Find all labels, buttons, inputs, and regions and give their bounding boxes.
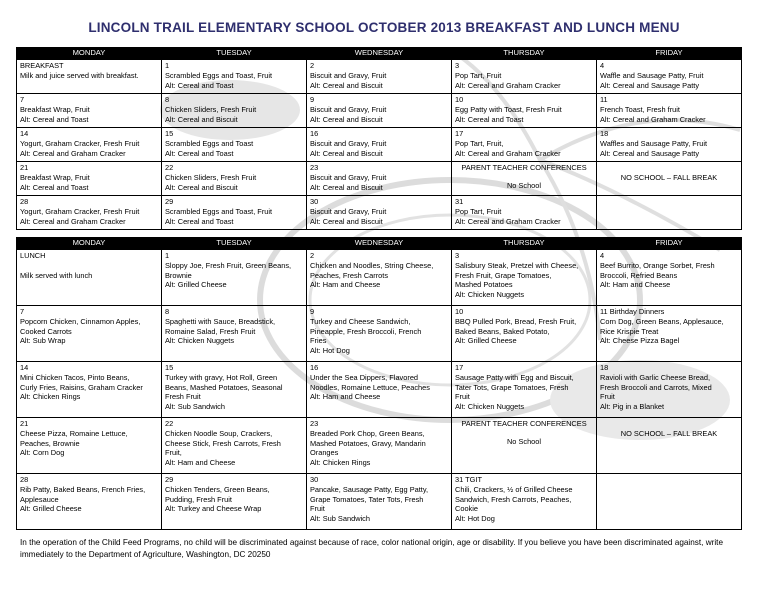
menu-line: Alt: Cereal and Biscuit: [310, 80, 383, 90]
menu-line: 22: [165, 163, 174, 172]
lunch-week-row: [17, 362, 742, 418]
menu-line: Alt: Grilled Cheese: [165, 280, 227, 290]
menu-line: Corn Dog, Green Beans, Applesauce,: [600, 316, 724, 326]
menu-line: Breakfast Wrap, Fruit: [20, 172, 90, 182]
menu-line: Waffle and Sausage Patty, Fruit: [600, 70, 704, 80]
menu-line: Alt: Pig in a Blanket: [600, 402, 665, 412]
menu-line: Pop Tart, Fruit,: [455, 138, 504, 148]
breakfast-week-row: [17, 94, 742, 128]
menu-line: 22: [165, 419, 174, 428]
menu-line: Alt: Ham and Cheese: [165, 458, 236, 468]
menu-line: 14: [20, 363, 29, 372]
lunch-day-cell: [452, 418, 597, 474]
menu-line: 23: [310, 163, 319, 172]
menu-line: Alt: Cereal and Graham Cracker: [20, 148, 126, 158]
menu-line: 21: [20, 163, 29, 172]
menu-line: 23: [310, 419, 319, 428]
menu-line: Spaghetti with Sauce, Breadstick,: [165, 316, 276, 326]
menu-line: Alt: Cereal and Sausage Patty: [600, 80, 700, 90]
page-title: LINCOLN TRAIL ELEMENTARY SCHOOL OCTOBER 2013 BREAKFAST AND LUNCH MENU: [88, 20, 680, 35]
lunch-day-cell: [597, 306, 742, 362]
menu-line: Waffles and Sausage Patty, Fruit: [600, 138, 708, 148]
menu-line: Scrambled Eggs and Toast, Fruit: [165, 206, 273, 216]
menu-line: 3: [455, 61, 460, 70]
lunch-day-cell: [17, 250, 162, 306]
breakfast-header-row: [17, 48, 742, 60]
lunch-day-cell: [597, 250, 742, 306]
menu-line: Mashed Potatoes, Gravy, Mandarin: [310, 438, 426, 448]
menu-line: Alt: Cereal and Toast: [455, 114, 524, 124]
breakfast-day-cell: [17, 162, 162, 196]
lunch-day-cell: [597, 474, 742, 530]
menu-line: Alt: Cereal and Biscuit: [165, 182, 238, 192]
lunch-day-cell: [452, 474, 597, 530]
menu-line: Pancake, Sausage Patty, Egg Patty,: [310, 484, 429, 494]
lunch-day-cell: [307, 362, 452, 418]
menu-line: Tater Tots, Grape Tomatoes, Fresh: [455, 382, 569, 392]
breakfast-day-cell: [162, 162, 307, 196]
menu-line: NO SCHOOL – FALL BREAK: [620, 429, 718, 438]
menu-line: 10: [455, 95, 464, 104]
breakfast-day-cell: [452, 94, 597, 128]
lunch-day-cell: [307, 418, 452, 474]
menu-line: 16: [310, 129, 319, 138]
breakfast-day-cell: [162, 196, 307, 230]
lunch-menu-table: [16, 237, 742, 530]
menu-line: Alt: Cereal and Graham Cracker: [20, 216, 126, 226]
menu-line: Under the Sea Dippers, Flavored: [310, 372, 419, 382]
breakfast-day-cell: [597, 196, 742, 230]
menu-line: Alt: Cereal and Toast: [165, 148, 234, 158]
menu-line: 11 Birthday Dinners: [600, 307, 665, 316]
menu-line: 1: [165, 251, 170, 260]
menu-line: Alt: Cereal and Graham Cracker: [455, 80, 561, 90]
lunch-day-cell: [452, 306, 597, 362]
menu-line: Romaine Salad, Fresh Fruit: [165, 326, 256, 336]
menu-line: Alt: Turkey and Cheese Wrap: [165, 504, 262, 514]
menu-line: 17: [455, 363, 464, 372]
menu-line: 15: [165, 363, 174, 372]
lunch-week-row: [17, 250, 742, 306]
menu-line: Chicken Noodle Soup, Crackers,: [165, 428, 273, 438]
menu-line: Alt: Cereal and Toast: [165, 216, 234, 226]
lunch-day-cell: [162, 418, 307, 474]
menu-line: 9: [310, 95, 315, 104]
menu-line: 2: [310, 251, 315, 260]
menu-line: 18: [600, 129, 609, 138]
menu-line: 1: [165, 61, 170, 70]
menu-line: Egg Patty with Toast, Fresh Fruit: [455, 104, 562, 114]
menu-line: 16: [310, 363, 319, 372]
day-header-tuesday: TUESDAY: [162, 238, 307, 250]
menu-line: Alt: Ham and Cheese: [310, 280, 381, 290]
breakfast-week-row: [17, 128, 742, 162]
menu-line: Pudding, Fresh Fruit: [165, 494, 232, 504]
day-header-wednesday: WEDNESDAY: [307, 238, 452, 250]
menu-line: Cheese Pizza, Romaine Lettuce,: [20, 428, 128, 438]
menu-line: Chicken and Noodles, String Cheese,: [310, 260, 434, 270]
lunch-day-cell: [452, 362, 597, 418]
menu-line: Sloppy Joe, Fresh Fruit, Green Beans,: [165, 260, 292, 270]
breakfast-day-cell: [307, 162, 452, 196]
menu-line: Ravioli with Garlic Cheese Bread,: [600, 372, 711, 382]
menu-line: Cookie: [455, 504, 479, 514]
lunch-day-cell: [452, 250, 597, 306]
menu-line: Alt: Cereal and Toast: [20, 114, 89, 124]
lunch-week-row: [17, 418, 742, 474]
menu-line: Biscuit and Gravy, Fruit: [310, 138, 387, 148]
breakfast-day-cell: [17, 196, 162, 230]
menu-line: PARENT TEACHER CONFERENCES: [461, 419, 587, 428]
menu-line: Noodles, Romaine Lettuce, Peaches: [310, 382, 430, 392]
breakfast-day-cell: [597, 60, 742, 94]
breakfast-day-cell: [597, 94, 742, 128]
menu-line: Alt: Cereal and Biscuit: [310, 114, 383, 124]
lunch-day-cell: [17, 362, 162, 418]
menu-line: Sausage Patty with Egg and Biscuit,: [455, 372, 574, 382]
menu-line: Salisbury Steak, Pretzel with Cheese,: [455, 260, 579, 270]
menu-line: Broccoli, Refried Beans: [600, 270, 678, 280]
menu-line: 21: [20, 419, 29, 428]
menu-line: Alt: Cereal and Toast: [165, 80, 234, 90]
menu-line: Turkey with gravy, Hot Roll, Green: [165, 372, 278, 382]
menu-line: 17: [455, 129, 464, 138]
menu-line: 30: [310, 475, 319, 484]
menu-line: Alt: Grilled Cheese: [455, 336, 517, 346]
menu-line: 10: [455, 307, 464, 316]
menu-line: Brownie: [165, 270, 192, 280]
menu-line: 4: [600, 61, 605, 70]
breakfast-week-row: [17, 196, 742, 230]
menu-line: Turkey and Cheese Sandwich,: [310, 316, 411, 326]
day-header-monday: MONDAY: [17, 238, 162, 250]
breakfast-day-cell: [452, 60, 597, 94]
menu-line: Alt: Hot Dog: [455, 514, 495, 524]
lunch-day-cell: [162, 250, 307, 306]
menu-line: Mini Chicken Tacos, Pinto Beans,: [20, 372, 130, 382]
menu-line: Alt: Cheese Pizza Bagel: [600, 336, 680, 346]
menu-line: Alt: Cereal and Biscuit: [310, 216, 383, 226]
menu-line: 11: [600, 95, 608, 104]
breakfast-day-cell: [597, 128, 742, 162]
breakfast-day-cell: [452, 128, 597, 162]
lunch-day-cell: [597, 418, 742, 474]
menu-line: Beef Burrito, Orange Sorbet, Fresh: [600, 260, 715, 270]
breakfast-day-cell: [162, 60, 307, 94]
menu-line: Alt: Cereal and Sausage Patty: [600, 148, 700, 158]
menu-line: Biscuit and Gravy, Fruit: [310, 104, 387, 114]
menu-line: Biscuit and Gravy, Fruit: [310, 70, 387, 80]
menu-line: Cheese Stick, Fresh Carrots, Fresh: [165, 438, 281, 448]
breakfast-day-cell: [307, 60, 452, 94]
menu-line: Fruit: [600, 392, 615, 402]
menu-line: Breakfast Wrap, Fruit: [20, 104, 90, 114]
menu-line: Alt: Hot Dog: [310, 346, 350, 356]
lunch-day-cell: [307, 250, 452, 306]
menu-line: Curly Fries, Raisins, Graham Cracker: [20, 382, 143, 392]
menu-line: BBQ Pulled Pork, Bread, Fresh Fruit,: [455, 316, 577, 326]
menu-line: 2: [310, 61, 315, 70]
menu-line: Alt: Ham and Cheese: [600, 280, 671, 290]
day-header-friday: FRIDAY: [597, 238, 742, 250]
menu-line: Oranges: [310, 448, 339, 458]
lunch-day-cell: [597, 362, 742, 418]
menu-line: LUNCH: [20, 251, 46, 260]
menu-line: Breaded Pork Chop, Green Beans,: [310, 428, 425, 438]
menu-line: Applesauce: [20, 494, 59, 504]
breakfast-day-cell: [452, 162, 597, 196]
menu-line: Milk served with lunch: [20, 270, 93, 280]
menu-line: Pineapple, Fresh Broccoli, French: [310, 326, 422, 336]
breakfast-day-cell: [452, 196, 597, 230]
menu-line: Yogurt, Graham Cracker, Fresh Fruit: [20, 138, 140, 148]
lunch-day-cell: [162, 362, 307, 418]
menu-line: 31: [455, 197, 464, 206]
menu-line: Beans, Mashed Potatoes, Seasonal: [165, 382, 283, 392]
day-header-tuesday: TUESDAY: [162, 48, 307, 60]
breakfast-day-cell: [17, 128, 162, 162]
menu-line: Alt: Sub Wrap: [20, 336, 66, 346]
menu-line: Alt: Chicken Nuggets: [455, 290, 525, 300]
menu-line: Biscuit and Gravy, Fruit: [310, 172, 387, 182]
lunch-day-cell: [307, 306, 452, 362]
menu-line: 29: [165, 475, 174, 484]
menu-line: 18: [600, 363, 609, 372]
menu-line: Peaches, Fresh Carrots: [310, 270, 389, 280]
menu-line: Popcorn Chicken, Cinnamon Apples,: [20, 316, 141, 326]
menu-line: PARENT TEACHER CONFERENCES: [461, 163, 587, 172]
menu-line: Peaches, Brownie: [20, 438, 80, 448]
breakfast-day-cell: [597, 162, 742, 196]
breakfast-day-cell: [307, 128, 452, 162]
day-header-monday: MONDAY: [17, 48, 162, 60]
menu-line: 29: [165, 197, 174, 206]
lunch-day-cell: [307, 474, 452, 530]
menu-line: Rib Patty, Baked Beans, French Fries,: [20, 484, 146, 494]
day-header-thursday: THURSDAY: [452, 48, 597, 60]
menu-line: Alt: Chicken Rings: [310, 458, 371, 468]
menu-line: Yogurt, Graham Cracker, Fresh Fruit: [20, 206, 140, 216]
menu-line: French Toast, Fresh fruit: [600, 104, 680, 114]
lunch-week-row: [17, 474, 742, 530]
menu-line: Fresh Fruit, Grape Tomatoes,: [455, 270, 552, 280]
lunch-day-cell: [162, 306, 307, 362]
menu-line: 8: [165, 307, 170, 316]
menu-line: Alt: Cereal and Biscuit: [310, 148, 383, 158]
menu-line: Pop Tart, Fruit: [455, 206, 502, 216]
breakfast-day-cell: [162, 128, 307, 162]
menu-line: BREAKFAST: [20, 61, 64, 70]
menu-line: Mashed Potatoes: [455, 280, 513, 290]
day-header-wednesday: WEDNESDAY: [307, 48, 452, 60]
menu-line: Grape Tomatoes, Tater Tots, Fresh: [310, 494, 424, 504]
menu-line: Alt: Chicken Rings: [20, 392, 81, 402]
menu-line: 3: [455, 251, 460, 260]
menu-line: Baked Beans, Baked Potato,: [455, 326, 550, 336]
menu-line: Chicken Sliders, Fresh Fruit: [165, 104, 257, 114]
menu-line: 8: [165, 95, 170, 104]
menu-line: Sandwich, Fresh Carrots, Peaches,: [455, 494, 572, 504]
lunch-week-row: [17, 306, 742, 362]
day-header-friday: FRIDAY: [597, 48, 742, 60]
menu-line: Cooked Carrots: [20, 326, 72, 336]
breakfast-week-row: [17, 60, 742, 94]
lunch-day-cell: [17, 418, 162, 474]
menu-line: Alt: Corn Dog: [20, 448, 65, 458]
breakfast-day-cell: [307, 196, 452, 230]
breakfast-day-cell: [162, 94, 307, 128]
breakfast-week-row: [17, 162, 742, 196]
nondiscrimination-statement: In the operation of the Child Feed Programs, no child will be discriminated against because of race, color national origin, age or disability. If you believe you have been discriminated against, write immediately to the Department of Agriculture, Washington, DC 20250: [20, 538, 723, 559]
menu-line: 7: [20, 95, 25, 104]
breakfast-day-cell: [17, 94, 162, 128]
menu-line: Alt: Ham and Cheese: [310, 392, 381, 402]
menu-line: Biscuit and Gravy, Fruit: [310, 206, 387, 216]
menu-line: Fruit: [310, 504, 325, 514]
menu-line: 15: [165, 129, 174, 138]
menu-line: Alt: Chicken Nuggets: [165, 336, 235, 346]
menu-line: Alt: Grilled Cheese: [20, 504, 82, 514]
menu-line: Fruit: [455, 392, 470, 402]
menu-line: Fresh Fruit: [165, 392, 201, 402]
day-header-thursday: THURSDAY: [452, 238, 597, 250]
menu-line: 7: [20, 307, 25, 316]
breakfast-day-cell: [307, 94, 452, 128]
lunch-day-cell: [17, 474, 162, 530]
menu-line: Alt: Cereal and Biscuit: [165, 114, 238, 124]
menu-line: Pop Tart, Fruit: [455, 70, 502, 80]
menu-line: Fresh Broccoli and Carrots, Mixed: [600, 382, 712, 392]
menu-line: Fruit,: [165, 448, 182, 458]
menu-line: 4: [600, 251, 605, 260]
breakfast-day-cell: [17, 60, 162, 94]
menu-line: Alt: Cereal and Biscuit: [310, 182, 383, 192]
menu-line: 28: [20, 475, 29, 484]
menu-line: Chicken Sliders, Fresh Fruit: [165, 172, 257, 182]
menu-line: No School: [506, 436, 542, 446]
menu-line: NO SCHOOL – FALL BREAK: [620, 173, 718, 182]
menu-line: Scrambled Eggs and Toast, Fruit: [165, 70, 273, 80]
lunch-day-cell: [162, 474, 307, 530]
menu-line: 31 TGIT: [455, 475, 482, 484]
menu-line: 9: [310, 307, 315, 316]
menu-line: 14: [20, 129, 29, 138]
menu-line: Alt: Cereal and Graham Cracker: [455, 148, 561, 158]
menu-line: Milk and juice served with breakfast.: [20, 70, 139, 80]
menu-line: Chicken Tenders, Green Beans,: [165, 484, 270, 494]
menu-line: 28: [20, 197, 29, 206]
menu-line: 30: [310, 197, 319, 206]
menu-line: Alt: Cereal and Toast: [20, 182, 89, 192]
menu-line: Alt: Cereal and Graham Cracker: [600, 114, 706, 124]
menu-line: Rice Krispie Treat: [600, 326, 659, 336]
menu-line: Alt: Sub Sandwich: [310, 514, 370, 524]
menu-line: Alt: Chicken Nuggets: [455, 402, 525, 412]
breakfast-menu-table: [16, 47, 742, 230]
menu-line: Alt: Cereal and Graham Cracker: [455, 216, 561, 226]
menu-line: Fries: [310, 336, 327, 346]
menu-line: Chili, Crackers, ½ of Grilled Cheese: [455, 484, 573, 494]
menu-line: Alt: Sub Sandwich: [165, 402, 225, 412]
menu-line: Scrambled Eggs and Toast: [165, 138, 254, 148]
lunch-day-cell: [17, 306, 162, 362]
lunch-header-row: [17, 238, 742, 250]
menu-line: [20, 261, 158, 271]
menu-line: No School: [506, 180, 542, 190]
